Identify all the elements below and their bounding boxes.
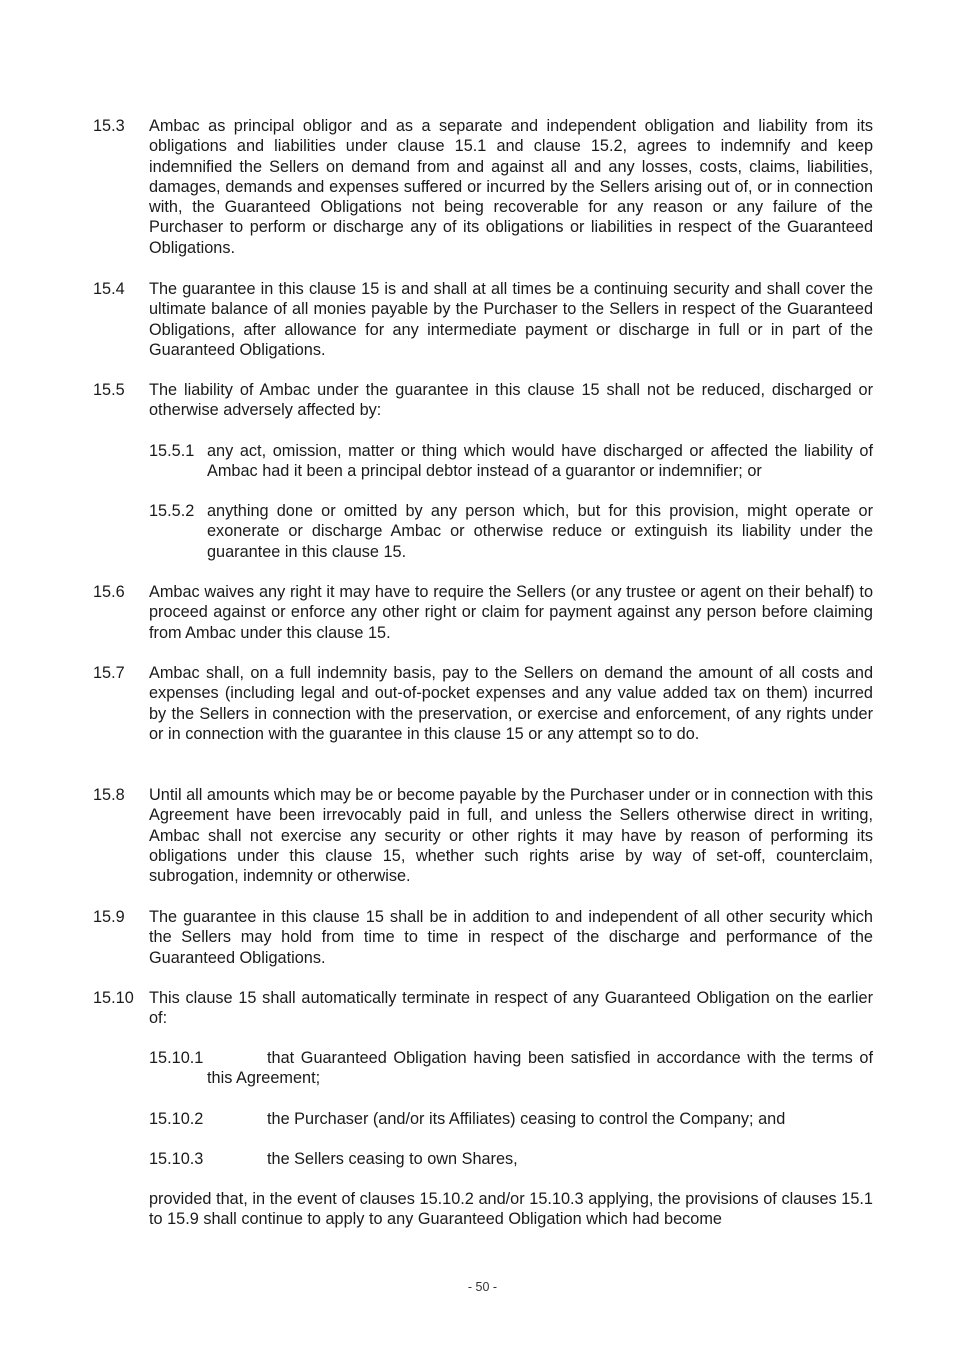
subclause-text: that Guaranteed Obligation having been satisfied in accordance with the terms of this Agreement; [207,1049,873,1088]
subclause-body [149,441,873,482]
clause-text: This clause 15 shall automatically terminate in respect of any Guaranteed Obligation on the earlier of: [149,989,873,1028]
clause-15-3 [93,116,873,258]
clause-text: Until all amounts which may be or become payable by the Purchaser under or in connection with this Agreement have been irrevocably paid in full, and unless the Sellers otherwise direct in writing, Ambac shall not exercise any security or other rights it may have by reason of performing its obligations under this clause 15, whether such rights arise by way of set-off, counterclaim, subrogation, indemnity or otherwise. [149,786,873,886]
clause-number: 15.4 [93,280,125,298]
clause-text: The guarantee in this clause 15 shall be in addition to and independent of all other security which the Sellers may hold from time to time in respect of the discharge and performance of the Guaranteed Obligations. [149,908,873,967]
clause-number: 15.5 [93,381,125,399]
clause-text: The liability of Ambac under the guarantee in this clause 15 shall not be reduced, discharged or otherwise adversely affected by: [149,381,873,420]
subclause-15-5-1 [149,441,873,482]
clause-15-9 [93,907,873,968]
clause-number: 15.7 [93,664,125,682]
subclause-15-10-2 [149,1109,873,1129]
clause-text: The guarantee in this clause 15 is and shall at all times be a continuing security and shall cover the ultimate balance of all monies payable by the Purchaser to the Sellers in respect of the Guaranteed Obligations, after allowance for any intermediate payment or discharge in full or in part of the Guaranteed Obligations. [149,280,873,359]
clause-number: 15.9 [93,908,125,926]
clause-15-10-proviso: provided that, in the event of clauses 15.10.2 and/or 15.10.3 applying, the provisions of clauses 15.1 to 15.9 shall continue to apply to any Guaranteed Obligation which had become [149,1190,873,1229]
subclause-text: any act, omission, matter or thing which would have discharged or affected the liability of Ambac had it been a principal debtor instead of a guarantor or indemnifier; or [207,442,873,481]
clause-15-7 [93,663,873,744]
subclause-number: 15.10.1 [149,1049,204,1067]
subclause-15-10-1 [149,1048,873,1089]
subclause-number: 15.5.1 [149,442,195,460]
clause-number: 15.10 [93,989,134,1007]
clause-15-8 [93,785,873,886]
subclause-body [149,1048,873,1089]
subclause-text: anything done or omitted by any person which, but for this provision, might operate or exonerate or discharge Ambac or otherwise reduce or extinguish its liability under the guarantee in this clause 15. [207,502,873,561]
clause-15-5 [93,380,873,421]
subclause-text: the Purchaser (and/or its Affiliates) ceasing to control the Company; and [267,1110,786,1128]
page-number: - 50 - [467,1280,498,1294]
subclause-body [149,501,873,562]
subclause-number: 15.10.2 [149,1110,204,1128]
clause-text: Ambac as principal obligor and as a separate and independent obligation and liability from its obligations and liabilities under clause 15.1 and clause 15.2, agrees to indemnify and keep indemnified the Sellers on demand from and against all and any losses, costs, claims, liabilities, damages, demands and expenses suffered or incurred by the Sellers arising out of, or in connection with, the Guaranteed Obligations not being recoverable for any reason or any failure of the Purchaser to perform or discharge any of its obligations or liabilities in respect of the Guaranteed Obligations. [149,117,873,257]
clause-15-6 [93,582,873,643]
subclause-number: 15.5.2 [149,502,195,520]
subclause-text: the Sellers ceasing to own Shares, [267,1150,518,1168]
clause-text: Ambac shall, on a full indemnity basis, pay to the Sellers on demand the amount of all costs and expenses (including legal and out-of-pocket expenses and any value added tax on them) incurred by the Sellers in connection with the preservation, or exercise and enforcement, of any rights under or in connection with the guarantee in this clause 15 or any attempt so to do. [149,664,873,743]
clause-15-10 [93,988,873,1029]
subclause-15-5-2 [149,501,873,562]
subclause-body [149,1109,873,1129]
clause-15-4 [93,279,873,360]
clause-number: 15.3 [93,117,125,135]
subclause-15-10-3 [149,1149,873,1169]
clause-text: Ambac waives any right it may have to require the Sellers (or any trustee or agent on their behalf) to proceed against or enforce any other right or claim for payment against any person before claiming from Ambac under this clause 15. [149,583,873,642]
clause-number: 15.6 [93,583,125,601]
subclause-number: 15.10.3 [149,1150,204,1168]
subclause-body [149,1149,873,1169]
clause-number: 15.8 [93,786,125,804]
